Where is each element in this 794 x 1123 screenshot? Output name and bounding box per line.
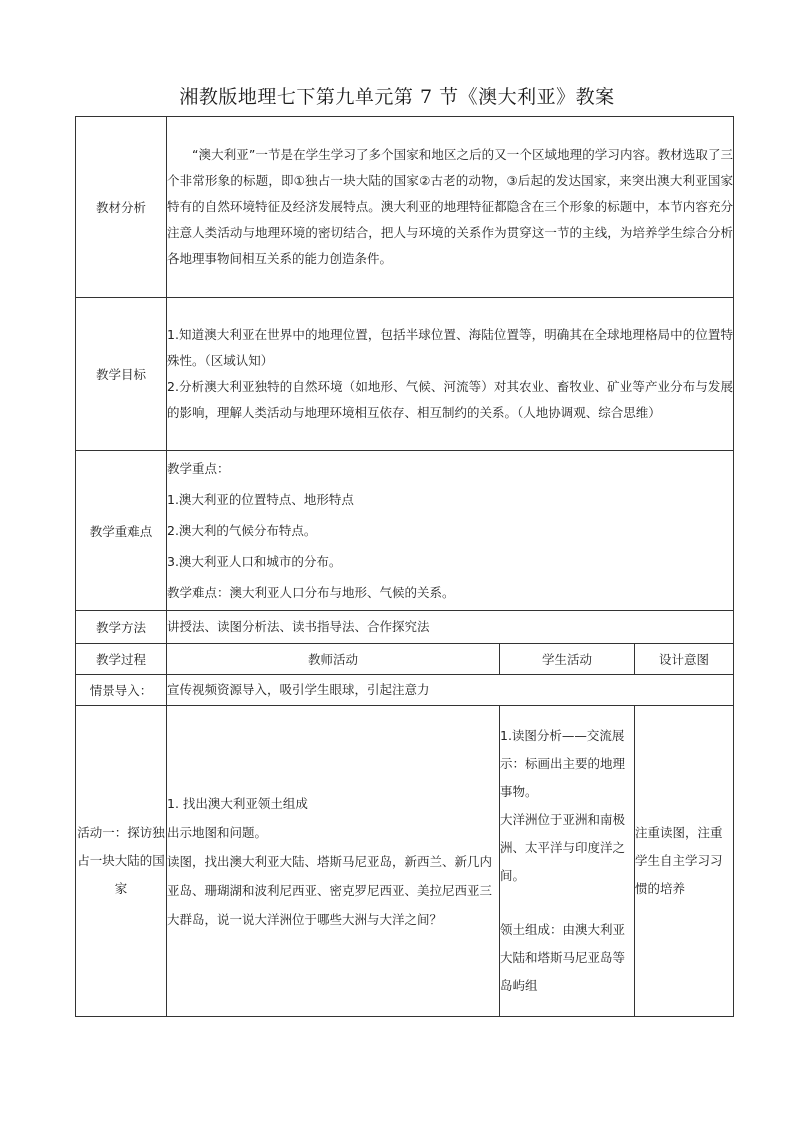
- row-scenario-intro: [76, 675, 734, 706]
- header-student-activity: 学生活动: [500, 644, 635, 675]
- key-point-item: 教学难点：澳大利亚人口分布与地形、气候的关系。: [167, 585, 455, 600]
- key-difficult-points-text: [167, 451, 734, 611]
- row-teaching-methods: [76, 611, 734, 644]
- goal-item: 1.知道澳大利亚在世界中的地理位置，包括半球位置、海陆位置等，明确其在全球地理格局中的位置特殊性。（区域认知）: [167, 327, 734, 368]
- row-process-header: [76, 644, 734, 675]
- row-key-difficult-points: [76, 451, 734, 611]
- page-title: 湘教版地理七下第九单元第 7 节《澳大利亚》教案: [179, 86, 615, 108]
- key-point-item: 2.澳大利的气候分布特点。: [167, 523, 317, 538]
- textbook-analysis-text: [167, 117, 734, 298]
- activity-one-design: 注重读图，注重学生自主学习习惯的培养: [635, 706, 734, 1017]
- textbook-analysis-paragraph: “澳大利亚”一节是在学生学习了多个国家和地区之后的又一个区域地理的学习内容。教材选取了三个非常形象的标题，即①独占一块大陆的国家②古老的动物，③后起的发达国家，来突出澳大利亚国家特有的自然环境特征及经济发展特点。澳大利亚的地理特征都隐含在三个形象的标题中，本节内容充分注意人类活动与地理环境的密切结合，把人与环境的关系作为贯穿这一节的主线，为培养学生综合分析各地理事物间相互关系的能力创造条件。: [167, 147, 734, 266]
- scenario-intro-text: 宣传视频资源导入，吸引学生眼球，引起注意力: [167, 675, 734, 706]
- label-textbook-analysis: 教材分析: [76, 117, 167, 298]
- label-activity-one: 活动一：探访独占一块大陆的国家: [76, 706, 167, 1017]
- row-teaching-goals: [76, 298, 734, 451]
- label-key-difficult-points: 教学重难点: [76, 451, 167, 611]
- row-textbook-analysis: [76, 117, 734, 298]
- student-step: 领土组成：由澳大利亚大陆和塔斯马尼亚岛等岛屿组: [500, 922, 626, 993]
- teacher-step: 1. 找出澳大利亚领土组成: [167, 795, 308, 811]
- row-activity-one: [76, 706, 734, 1017]
- label-teaching-goals: 教学目标: [76, 298, 167, 451]
- activity-one-student: [500, 706, 635, 1017]
- label-scenario-intro: 情景导入：: [76, 675, 167, 706]
- teaching-methods-text: 讲授法、读图分析法、读书指导法、合作探究法: [167, 611, 734, 644]
- key-point-item: 教学重点：: [167, 461, 230, 476]
- student-step: 1.读图分析——交流展示：标画出主要的地理事物。: [500, 728, 626, 799]
- student-step: 大洋洲位于亚洲和南极洲、太平洋与印度洋之间。: [500, 812, 626, 883]
- goal-item: 2.分析澳大利亚独特的自然环境（如地形、气候、河流等）对其农业、畜牧业、矿业等产业分布与发展的影响，理解人类活动与地理环境相互依存、相互制约的关系。（人地协调观、综合思维）: [167, 379, 734, 420]
- label-teaching-methods: 教学方法: [76, 611, 167, 644]
- key-point-item: 1.澳大利亚的位置特点、地形特点: [167, 492, 354, 507]
- activity-one-teacher: [167, 706, 500, 1017]
- teaching-goals-text: [167, 298, 734, 451]
- teacher-step: 出示地图和问题。: [167, 824, 268, 840]
- key-point-item: 3.澳大利亚人口和城市的分布。: [167, 554, 342, 569]
- header-design-intent: 设计意图: [635, 644, 734, 675]
- label-teaching-process: 教学过程: [76, 644, 167, 675]
- spacer: [500, 890, 634, 916]
- header-teacher-activity: 教师活动: [167, 644, 500, 675]
- lesson-plan-table: [75, 116, 734, 1017]
- teacher-step: 读图，找出澳大利亚大陆、塔斯马尼亚岛，新西兰、新几内亚岛、珊瑚湖和波利尼西亚、密克罗尼西亚、美拉尼西亚三大群岛，说一说大洋洲位于哪些大洲与大洋之间？: [167, 853, 493, 927]
